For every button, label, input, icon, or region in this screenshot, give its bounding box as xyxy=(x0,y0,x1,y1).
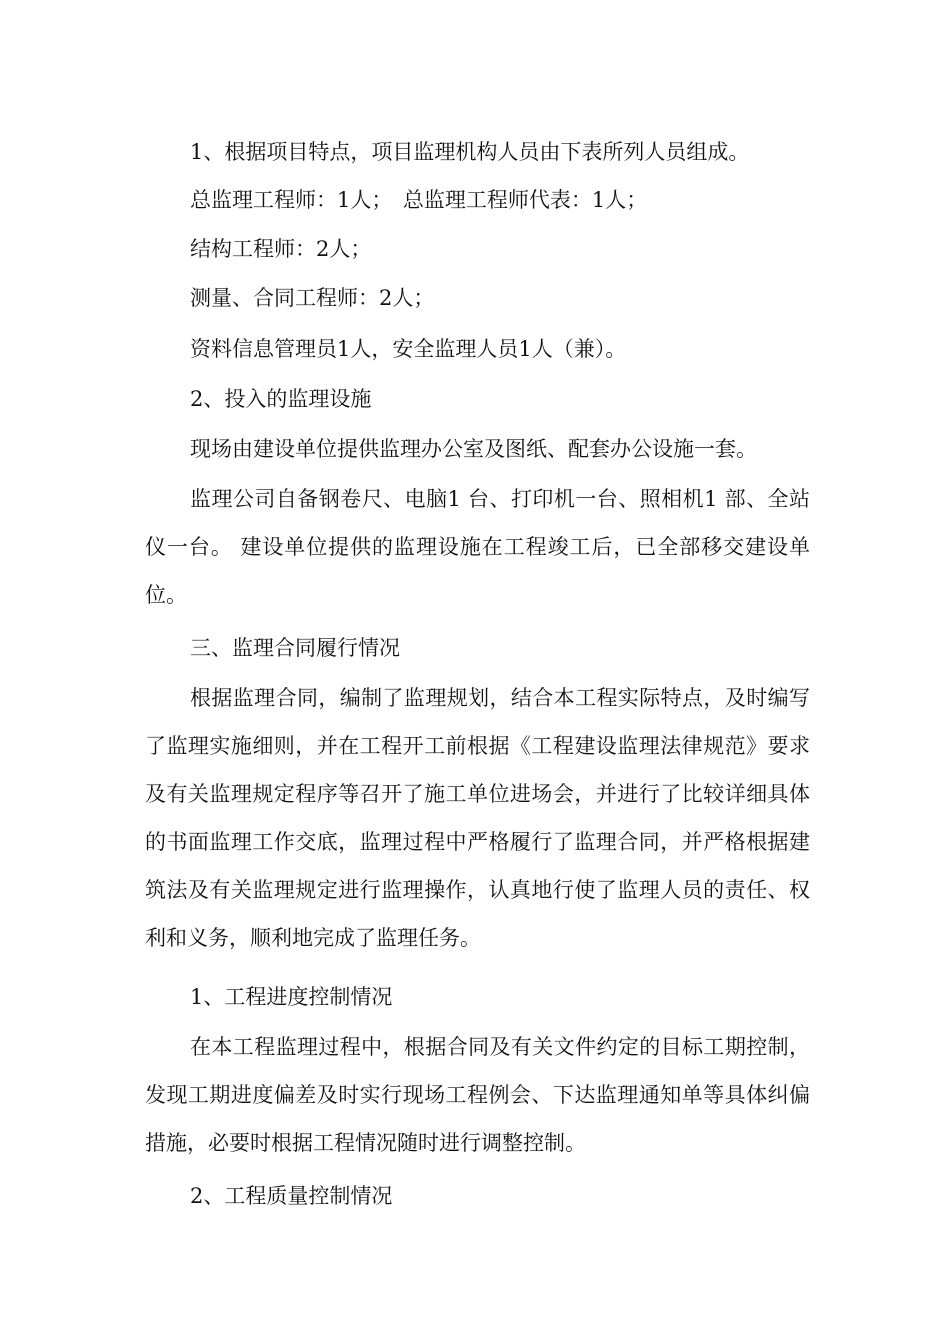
paragraph-staff-intro: 1、根据项目特点，项目监理机构人员由下表所列人员组成。 xyxy=(190,140,750,164)
heading-quality-control: 2、工程质量控制情况 xyxy=(190,1184,393,1208)
paragraph-information-safety-staff: 资料信息管理员1人，安全监理人员1人（兼）。 xyxy=(190,337,627,361)
paragraph-structural-engineers: 结构工程师：2人； xyxy=(190,237,372,261)
heading-supervision-facilities: 2、投入的监理设施 xyxy=(190,387,372,411)
heading-schedule-control: 1、工程进度控制情况 xyxy=(190,985,393,1009)
paragraph-survey-contract-engineers: 测量、合同工程师：2人； xyxy=(190,286,435,310)
paragraph-contract-performance: 根据监理合同，编制了监理规划，结合本工程实际特点，及时编写了监理实施细则，并在工程开工前根据《工程建设监理法律规范》要求及有关监理规定程序等召开了施工单位进场会，并进行了比较详细具体的书面监理工作交底，监理过程中严格履行了监理合同，并严格根据建筑法及有关监理规定进行监理操作，认真地行使了监理人员的责任、权利和义务，顺利地完成了监理任务。 xyxy=(145,686,810,950)
paragraph-chief-engineers: 总监理工程师：1人； 总监理工程师代表：1人； xyxy=(190,188,648,212)
paragraph-equipment: 监理公司自备钢卷尺、电脑1 台、打印机一台、照相机1 部、全站仪一台。 建设单位提供的监理设施在工程竣工后，已全部移交建设单位。 xyxy=(145,487,810,607)
paragraph-office-provided: 现场由建设单位提供监理办公室及图纸、配套办公设施一套。 xyxy=(190,437,757,461)
heading-contract-performance: 三、监理合同履行情况 xyxy=(190,636,400,660)
paragraph-schedule-control: 在本工程监理过程中，根据合同及有关文件约定的目标工期控制，发现工期进度偏差及时实行现场工程例会、下达监理通知单等具体纠偏措施，必要时根据工程情况随时进行调整控制。 xyxy=(145,1035,810,1155)
